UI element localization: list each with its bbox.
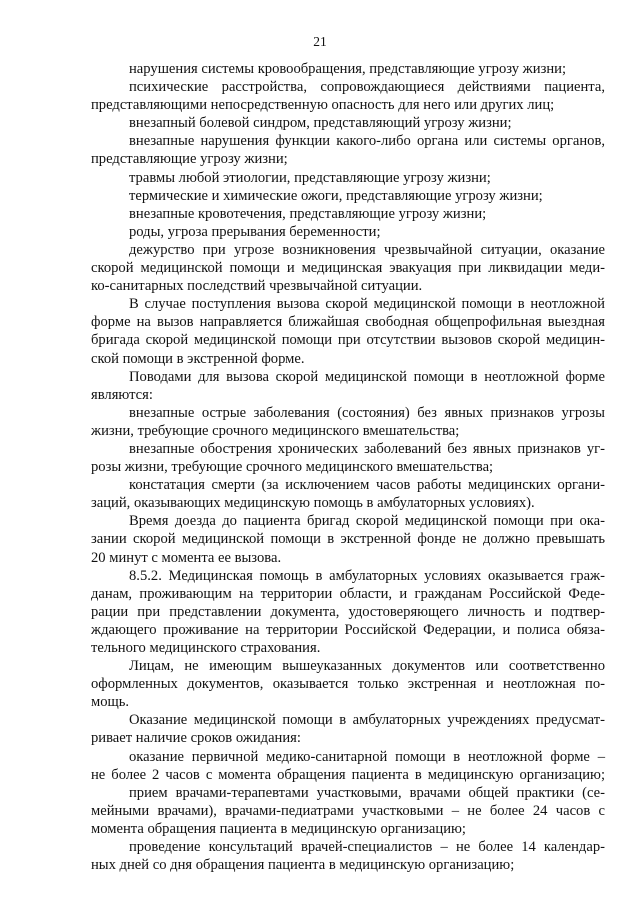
- text-line: Время доезда до пациента бригад скорой медицинской помощи при ока-: [129, 513, 605, 530]
- text-line: 8.5.2. Медицинская помощь в амбулаторных условиях оказывается граж-: [129, 567, 605, 584]
- text-line: представляющими непосредственную опасность для него или других лиц;: [91, 97, 555, 114]
- text-line: розы жизни, требующие срочного медицинского вмешательства;: [91, 459, 494, 476]
- text-line: момента обращения пациента в медицинскую организацию;: [91, 820, 466, 837]
- text-line: констатация смерти (за исключением часов работы медицинских органи-: [129, 477, 605, 494]
- text-line: внезапный болевой синдром, представляющий угрозу жизни;: [129, 115, 512, 132]
- text-line: ривает наличие сроков ожидания:: [91, 730, 301, 747]
- text-line: бригада скорой медицинской помощи при отсутствии вызовов скорой медицин-: [91, 332, 605, 349]
- page-number: 21: [313, 34, 327, 49]
- text-line: скорой медицинской помощи и медицинская эвакуация при ликвидации меди-: [91, 260, 605, 277]
- text-line: внезапные острые заболевания (состояния) без явных признаков угрозы: [129, 404, 605, 421]
- text-line: оказание первичной медико-санитарной помощи в неотложной форме –: [129, 748, 605, 765]
- text-line: дежурство при угрозе возникновения чрезвычайной ситуации, оказание: [129, 241, 605, 258]
- text-line: являются:: [91, 386, 153, 403]
- text-line: данам, проживающим на территории области, и гражданам Российской Феде-: [91, 585, 605, 602]
- text-line: проведение консультаций врачей-специалистов – не более 14 календар-: [129, 839, 605, 856]
- text-line: ко-санитарных последствий чрезвычайной ситуации.: [91, 278, 423, 295]
- text-line: нарушения системы кровообращения, представляющие угрозу жизни;: [129, 61, 567, 77]
- text-line: мейными врачами), врачами-педиатрами участковыми – не более 24 часов с: [91, 802, 605, 819]
- text-line: ных дней со дня обращения пациента в медицинскую организацию;: [91, 857, 515, 874]
- text-line: рации при представлении документа, удостоверяющего личность и подтвер-: [91, 603, 605, 620]
- text-line: термические и химические ожоги, представляющие угрозу жизни;: [129, 187, 543, 204]
- text-line: Лицам, не имеющим вышеуказанных документов или соответственно: [129, 658, 605, 675]
- text-line: представляющие угрозу жизни;: [91, 151, 288, 168]
- text-line: заций, оказывающих медицинскую помощь в амбулаторных условиях).: [91, 495, 535, 512]
- text-line: травмы любой этиологии, представляющие угрозу жизни;: [129, 169, 491, 186]
- text-line: ждающего проживание на территории Российской Федерации, и полиса обяза-: [91, 621, 605, 638]
- text-line: роды, угроза прерывания беременности;: [129, 223, 381, 240]
- text-line: В случае поступления вызова скорой медицинской помощи в неотложной: [129, 296, 605, 313]
- document-body: [91, 60, 605, 874]
- text-line: жизни, требующие срочного медицинского вмешательства;: [91, 422, 460, 439]
- text-line: психические расстройства, сопровождающиеся действиями пациента,: [129, 79, 605, 96]
- text-line: мощь.: [91, 694, 130, 711]
- text-line: Поводами для вызова скорой медицинской помощи в неотложной форме: [129, 368, 605, 385]
- text-line: внезапные обострения хронических заболеваний без явных признаков уг-: [129, 440, 605, 457]
- text-line: внезапные кровотечения, представляющие угрозу жизни;: [129, 205, 487, 222]
- text-line: оформленных документов, оказывается только экстренная и неотложная по-: [91, 676, 605, 693]
- text-line: зании скорой медицинской помощи в экстренной фонде не должно превышать: [91, 531, 605, 548]
- text-line: форме на вызов направляется ближайшая свободная общепрофильная выездная: [91, 314, 605, 331]
- text-line: прием врачами-терапевтами участковыми, врачами общей практики (се-: [129, 784, 605, 801]
- text-line: не более 2 часов с момента обращения пациента в медицинскую организацию;: [91, 766, 605, 783]
- text-line: 20 минут с момента ее вызова.: [91, 549, 282, 566]
- text-line: ской помощи в экстренной форме.: [91, 350, 305, 367]
- text-line: внезапные нарушения функции какого-либо органа или системы органов,: [129, 133, 605, 150]
- text-line: тельного медицинского страхования.: [91, 640, 321, 656]
- text-line: Оказание медицинской помощи в амбулаторных учреждениях предусмат-: [129, 712, 605, 729]
